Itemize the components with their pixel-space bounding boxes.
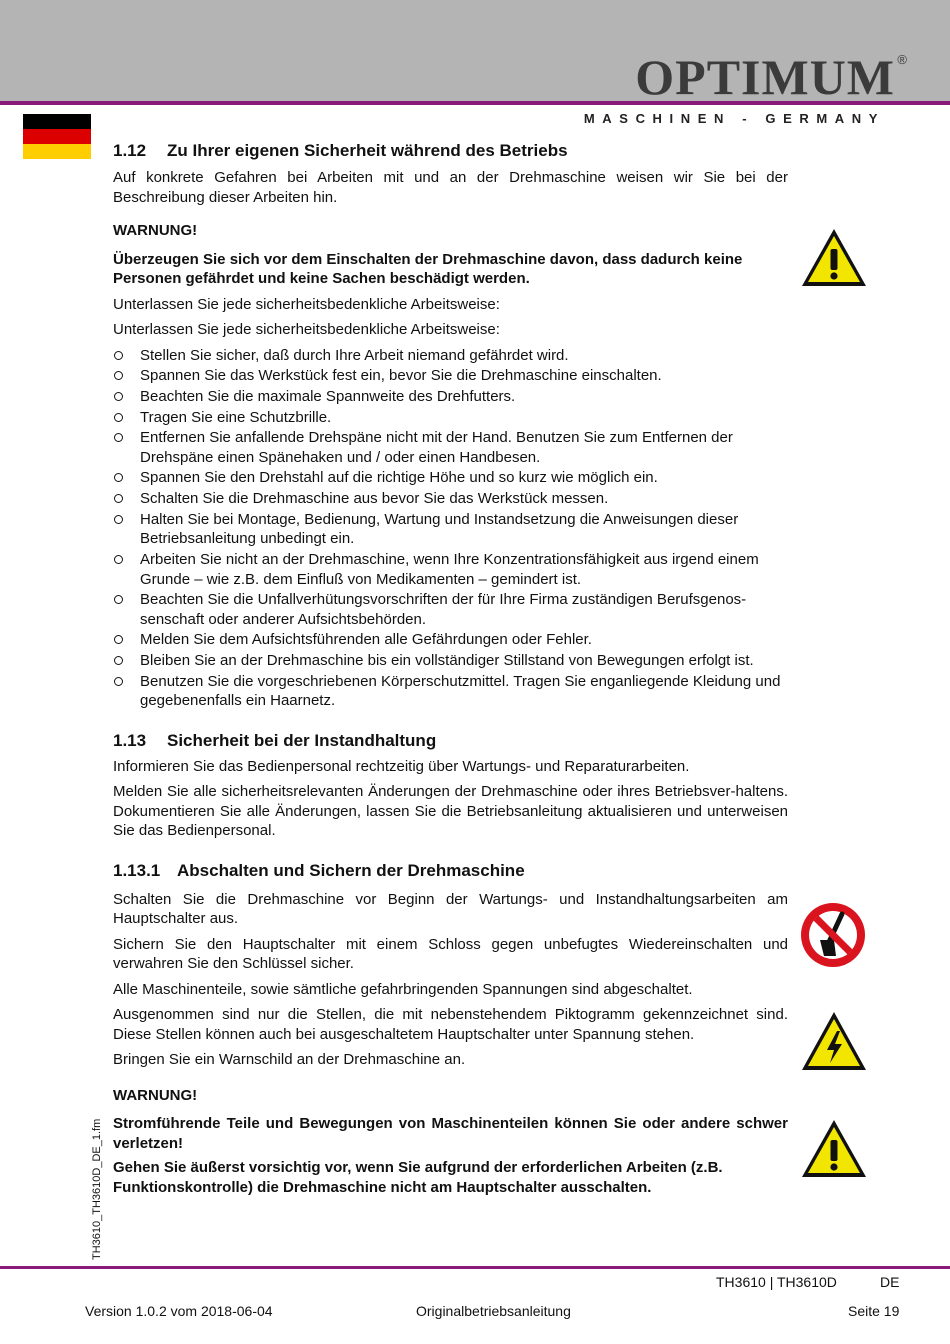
brand-tagline-wrap <box>584 110 885 128</box>
bullet-item: Stellen Sie sicher, daß durch Ihre Arbeit niemand gefährdet wird. <box>113 346 788 366</box>
bullet-item: Beachten Sie die Unfallverhütungsvorschriften der für Ihre Firma zuständigen Berufsgenos-senschaft oder anderer Aufsichtsbehörden. <box>113 590 788 629</box>
bullet-item: Entfernen Sie anfallende Drehspäne nicht mit der Hand. Benutzen Sie zum Entfernen der Drehspäne einen Spänehaken und / oder einen Handbesen. <box>113 428 788 467</box>
paragraph: Ausgenommen sind nur die Stellen, die mit nebenstehendem Piktogramm gekennzeichnet sind. Diese Stellen können auch bei ausgeschaltetem Hauptschalter unter Spannung stehen. <box>113 1006 788 1043</box>
brand-name: OPTIMUM <box>635 49 895 105</box>
warning-text: Überzeugen Sie sich vor dem Einschalten der Drehmaschine davon, dass dadurch keine Personen gefährdet und keine Sachen beschädigt werden. <box>113 250 743 287</box>
registered-mark: ® <box>897 52 907 67</box>
section-title: Sicherheit bei der Instandhaltung <box>167 730 437 750</box>
section-title: Zu Ihrer eigenen Sicherheit während des Betriebs <box>167 141 568 160</box>
paragraph: Unterlassen Sie jede sicherheitsbedenkliche Arbeitsweise: <box>113 295 500 313</box>
bullet-item: Tragen Sie eine Schutzbrille. <box>113 408 788 428</box>
do-not-switch-on-icon <box>798 900 868 970</box>
section-heading-1-13 <box>113 730 788 752</box>
footer-model: TH3610 | TH3610D <box>716 1274 837 1290</box>
footer-accent-line <box>0 1266 950 1269</box>
section-title: Abschalten und Sichern der Drehmaschine <box>177 860 525 880</box>
footer-version: Version 1.0.2 vom 2018-06-04 <box>85 1303 273 1319</box>
footer-language: DE <box>880 1274 900 1290</box>
section-number: 1.13.1 <box>113 860 161 880</box>
paragraph: Unterlassen Sie jede sicherheitsbedenkliche Arbeitsweise: <box>113 321 500 338</box>
intro-paragraph: Auf konkrete Gefahren bei Arbeiten mit und an der Drehmaschine weisen wir Sie bei der Beschreibung dieser Arbeiten hin. <box>113 169 788 206</box>
warning-triangle-icon <box>800 227 868 288</box>
brand-logo <box>625 49 907 105</box>
warning-triangle-icon <box>800 1118 868 1179</box>
footer-page-number: Seite 19 <box>848 1303 900 1319</box>
bullet-item: Spannen Sie den Drehstahl auf die richtige Höhe und so kurz wie möglich ein. <box>113 468 788 488</box>
bullet-item: Melden Sie dem Aufsichtsführenden alle Gefährdungen oder Fehler. <box>113 630 788 650</box>
warning-label: WARNUNG! <box>113 222 198 239</box>
warning-text: Gehen Sie äußerst vorsichtig vor, wenn Sie aufgrund der erforderlichen Arbeiten (z.B. Funktionskontrolle) die Drehmaschine nicht am Hauptschalter ausschalten. <box>113 1159 723 1196</box>
section-heading-1-12 <box>113 140 788 162</box>
bullet-item: Bleiben Sie an der Drehmaschine bis ein vollständiger Stillstand von Bewegungen erfolgt ist. <box>113 651 788 671</box>
bullet-item: Schalten Sie die Drehmaschine aus bevor Sie das Werkstück messen. <box>113 489 788 509</box>
german-flag-icon <box>23 114 91 159</box>
paragraph: Bringen Sie ein Warnschild an der Drehmaschine an. <box>113 1051 466 1069</box>
brand-tagline: MASCHINEN - GERMANY <box>583 111 885 126</box>
paragraph: Sichern Sie den Hauptschalter mit einem Schloss gegen unbefugtes Wiedereinschalten und verwahren Sie den Schlüssel sicher. <box>113 935 788 973</box>
bullet-item: Arbeiten Sie nicht an der Drehmaschine, wenn Ihre Konzentrationsfähigkeit aus irgend einem Grunde – wie z.B. dem Einfluß von Medikamenten – gemindert ist. <box>113 550 788 589</box>
bullet-item: Beachten Sie die maximale Spannweite des Drehfutters. <box>113 387 788 407</box>
bullet-item: Benutzen Sie die vorgeschriebenen Körperschutzmittel. Tragen Sie enganliegende Kleidung und gegebenenfalls ein Haarnetz. <box>113 672 788 711</box>
footer-document-type: Originalbetriebsanleitung <box>416 1303 571 1319</box>
bullet-item: Spannen Sie das Werkstück fest ein, bevor Sie die Drehmaschine einschalten. <box>113 366 788 386</box>
paragraph: Alle Maschinenteile, sowie sämtliche gefahrbringenden Spannungen sind abgeschaltet. <box>113 980 693 998</box>
paragraph: Schalten Sie die Drehmaschine vor Beginn der Wartungs- und Instandhaltungsarbeiten am Hauptschalter aus. <box>113 890 788 928</box>
warning-text: Stromführende Teile und Bewegungen von Maschinenteilen können Sie oder andere schwer verletzen! <box>113 1115 788 1152</box>
warning-label: WARNUNG! <box>113 1086 198 1104</box>
high-voltage-icon <box>800 1010 868 1072</box>
paragraph: Informieren Sie das Bedienpersonal rechtzeitig über Wartungs- und Reparaturarbeiten. <box>113 757 690 775</box>
section-heading-1-13-1 <box>113 860 788 882</box>
paragraph: Melden Sie alle sicherheitsrelevanten Änderungen der Drehmaschine oder ihres Betriebsver-haltens. Dokumentieren Sie alle Änderungen, lassen Sie die Betriebsanleitung aktualisieren und unterweisen Sie das Bedienpersonal. <box>113 783 788 840</box>
main-content <box>113 140 788 1197</box>
bullet-list <box>113 346 788 711</box>
file-name-label: TH3610_TH3610D_DE_1.fm <box>91 1118 103 1260</box>
section-number: 1.12 <box>113 141 147 160</box>
bullet-item: Halten Sie bei Montage, Bedienung, Wartung und Instandsetzung die Anweisungen dieser Betriebsanleitung unbedingt ein. <box>113 510 788 549</box>
section-number: 1.13 <box>113 730 147 750</box>
